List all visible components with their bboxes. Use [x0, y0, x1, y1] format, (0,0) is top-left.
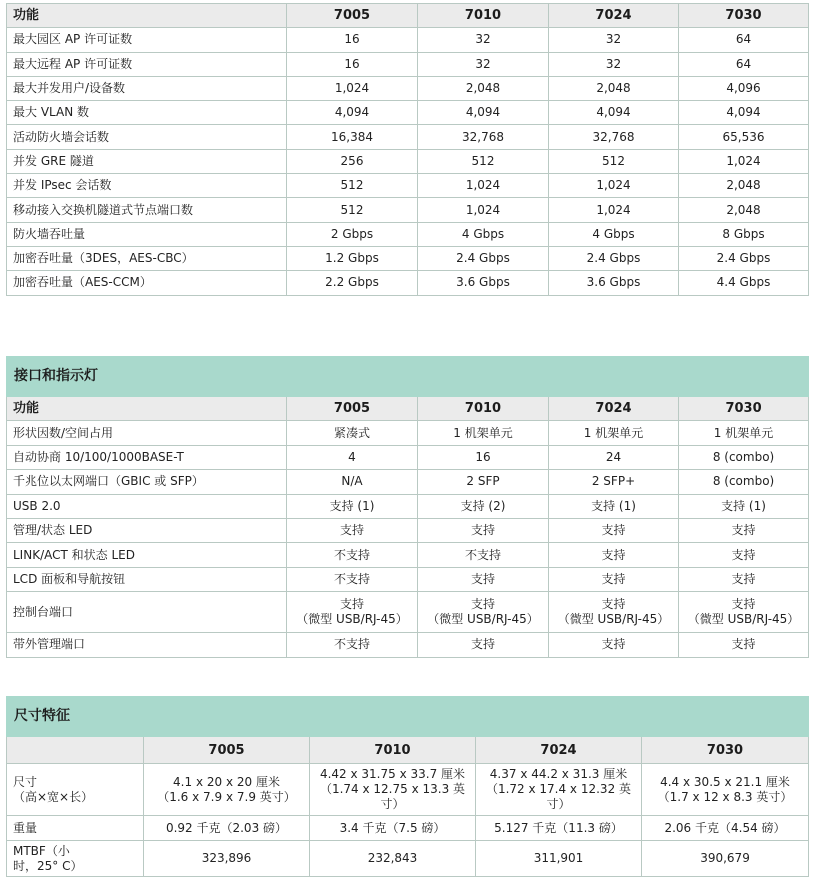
cell-model-7030: 支持 （微型 USB/RJ-45） — [679, 592, 809, 633]
cell-model-7030: 8 (combo) — [679, 445, 809, 469]
header-feature: 功能 — [7, 397, 287, 421]
row-label: 管理/状态 LED — [7, 518, 287, 542]
cell-model-7010: 支持 (2) — [418, 494, 549, 518]
dimensions-section-title — [7, 697, 809, 737]
table-row — [7, 246, 809, 270]
header-feature — [7, 737, 144, 764]
table-row — [7, 592, 809, 633]
cell-model-7010: 1,024 — [418, 174, 549, 198]
cell-model-7005: 1,024 — [287, 76, 418, 100]
cell-model-7024: 4,094 — [549, 101, 679, 125]
cell-model-7024: 1 机架单元 — [549, 421, 679, 445]
table-row — [7, 445, 809, 469]
interfaces-table — [6, 356, 809, 658]
cell-model-7024: 支持 — [549, 543, 679, 567]
row-label: 千兆位以太网端口（GBIC 或 SFP） — [7, 470, 287, 494]
row-label: 加密吞吐量（AES-CCM） — [7, 271, 287, 295]
table-row — [7, 567, 809, 591]
cell-model-7030: 1,024 — [679, 149, 809, 173]
cell-model-7030: 4,094 — [679, 101, 809, 125]
cell-model-7024: 311,901 — [476, 841, 642, 877]
table-row — [7, 816, 809, 841]
cell-model-7005: 支持 （微型 USB/RJ-45） — [287, 592, 418, 633]
cell-model-7005: 4 — [287, 445, 418, 469]
cell-model-7010: 2,048 — [418, 76, 549, 100]
cell-model-7024: 32,768 — [549, 125, 679, 149]
cell-model-7024: 4.37 x 44.2 x 31.3 厘米 （1.72 x 17.4 x 12.32 英 寸） — [476, 764, 642, 816]
cell-model-7010: 2 SFP — [418, 470, 549, 494]
cell-model-7024: 2 SFP+ — [549, 470, 679, 494]
cell-model-7005: 512 — [287, 198, 418, 222]
section-title: 接口和指示灯 — [7, 357, 809, 397]
row-label: 重量 — [7, 816, 144, 841]
interfaces-header-row — [7, 397, 809, 421]
header-model-7030: 7030 — [679, 4, 809, 28]
cell-model-7005: 323,896 — [144, 841, 310, 877]
header-model-7005: 7005 — [144, 737, 310, 764]
cell-model-7010: 支持 — [418, 518, 549, 542]
cell-model-7010: 4 Gbps — [418, 222, 549, 246]
cell-model-7024: 512 — [549, 149, 679, 173]
section-title: 尺寸特征 — [7, 697, 809, 737]
row-label: 最大并发用户/设备数 — [7, 76, 287, 100]
cell-model-7030: 8 Gbps — [679, 222, 809, 246]
cell-model-7024: 支持 — [549, 518, 679, 542]
cell-model-7024: 支持 — [549, 633, 679, 657]
header-model-7010: 7010 — [310, 737, 476, 764]
cell-model-7005: 1.2 Gbps — [287, 246, 418, 270]
cell-model-7010: 512 — [418, 149, 549, 173]
cell-model-7005: 4,094 — [287, 101, 418, 125]
row-label: 形状因数/空间占用 — [7, 421, 287, 445]
cell-model-7010: 4.42 x 31.75 x 33.7 厘米 （1.74 x 12.75 x 13.3 英 寸） — [310, 764, 476, 816]
cell-model-7024: 5.127 千克（11.3 磅） — [476, 816, 642, 841]
row-label: 防火墙吞吐量 — [7, 222, 287, 246]
header-model-7030: 7030 — [642, 737, 809, 764]
cell-model-7030: 390,679 — [642, 841, 809, 877]
header-model-7010: 7010 — [418, 4, 549, 28]
interfaces-section-title — [7, 357, 809, 397]
cell-model-7030: 支持 (1) — [679, 494, 809, 518]
row-label: USB 2.0 — [7, 494, 287, 518]
cell-model-7010: 支持 — [418, 567, 549, 591]
row-label: 并发 IPsec 会话数 — [7, 174, 287, 198]
table-row — [7, 222, 809, 246]
header-model-7005: 7005 — [287, 4, 418, 28]
cell-model-7005: 4.1 x 20 x 20 厘米 （1.6 x 7.9 x 7.9 英寸） — [144, 764, 310, 816]
cell-model-7010: 32 — [418, 28, 549, 52]
table-row — [7, 271, 809, 295]
cell-model-7005: 紧凑式 — [287, 421, 418, 445]
row-label: 最大远程 AP 许可证数 — [7, 52, 287, 76]
row-label: MTBF（小 时，25° C） — [7, 841, 144, 877]
cell-model-7010: 不支持 — [418, 543, 549, 567]
cell-model-7030: 支持 — [679, 633, 809, 657]
cell-model-7010: 1 机架单元 — [418, 421, 549, 445]
cell-model-7005: N/A — [287, 470, 418, 494]
dimensions-table — [6, 696, 809, 877]
table-row — [7, 421, 809, 445]
row-label: 尺寸 （高×宽×长） — [7, 764, 144, 816]
cell-model-7005: 16,384 — [287, 125, 418, 149]
cell-model-7005: 16 — [287, 52, 418, 76]
cell-model-7005: 不支持 — [287, 567, 418, 591]
cell-model-7030: 2,048 — [679, 198, 809, 222]
cell-model-7030: 4.4 Gbps — [679, 271, 809, 295]
cell-model-7010: 232,843 — [310, 841, 476, 877]
header-model-7024: 7024 — [476, 737, 642, 764]
cell-model-7024: 1,024 — [549, 198, 679, 222]
cell-model-7024: 32 — [549, 52, 679, 76]
cell-model-7010: 3.4 千克（7.5 磅） — [310, 816, 476, 841]
performance-table — [6, 3, 809, 296]
cell-model-7005: 2.2 Gbps — [287, 271, 418, 295]
cell-model-7010: 2.4 Gbps — [418, 246, 549, 270]
cell-model-7030: 支持 — [679, 543, 809, 567]
table-row — [7, 28, 809, 52]
cell-model-7024: 32 — [549, 28, 679, 52]
row-label: 并发 GRE 隧道 — [7, 149, 287, 173]
cell-model-7005: 支持 (1) — [287, 494, 418, 518]
table-row — [7, 518, 809, 542]
cell-model-7030: 65,536 — [679, 125, 809, 149]
row-label: 自动协商 10/100/1000BASE-T — [7, 445, 287, 469]
row-label: 最大园区 AP 许可证数 — [7, 28, 287, 52]
row-label: 活动防火墙会话数 — [7, 125, 287, 149]
header-model-7005: 7005 — [287, 397, 418, 421]
table-row — [7, 174, 809, 198]
table-row — [7, 101, 809, 125]
cell-model-7024: 3.6 Gbps — [549, 271, 679, 295]
cell-model-7024: 1,024 — [549, 174, 679, 198]
cell-model-7030: 64 — [679, 52, 809, 76]
table-row — [7, 76, 809, 100]
cell-model-7030: 2.4 Gbps — [679, 246, 809, 270]
row-label: LCD 面板和导航按钮 — [7, 567, 287, 591]
table-row — [7, 764, 809, 816]
cell-model-7024: 24 — [549, 445, 679, 469]
cell-model-7030: 1 机架单元 — [679, 421, 809, 445]
cell-model-7010: 1,024 — [418, 198, 549, 222]
row-label: LINK/ACT 和状态 LED — [7, 543, 287, 567]
header-model-7030: 7030 — [679, 397, 809, 421]
cell-model-7005: 不支持 — [287, 633, 418, 657]
cell-model-7010: 32 — [418, 52, 549, 76]
cell-model-7005: 不支持 — [287, 543, 418, 567]
header-model-7024: 7024 — [549, 397, 679, 421]
cell-model-7024: 4 Gbps — [549, 222, 679, 246]
table-row — [7, 841, 809, 877]
row-label: 加密吞吐量（3DES，AES-CBC） — [7, 246, 287, 270]
cell-model-7024: 支持 (1) — [549, 494, 679, 518]
table-row — [7, 470, 809, 494]
cell-model-7005: 256 — [287, 149, 418, 173]
row-label: 带外管理端口 — [7, 633, 287, 657]
header-model-7024: 7024 — [549, 4, 679, 28]
cell-model-7005: 支持 — [287, 518, 418, 542]
table-row — [7, 149, 809, 173]
row-label: 最大 VLAN 数 — [7, 101, 287, 125]
table-row — [7, 543, 809, 567]
cell-model-7030: 2.06 千克（4.54 磅） — [642, 816, 809, 841]
header-feature: 功能 — [7, 4, 287, 28]
cell-model-7005: 0.92 千克（2.03 磅） — [144, 816, 310, 841]
cell-model-7024: 支持 — [549, 567, 679, 591]
cell-model-7030: 4,096 — [679, 76, 809, 100]
cell-model-7030: 2,048 — [679, 174, 809, 198]
cell-model-7010: 4,094 — [418, 101, 549, 125]
cell-model-7005: 16 — [287, 28, 418, 52]
cell-model-7010: 32,768 — [418, 125, 549, 149]
dimensions-header-row — [7, 737, 809, 764]
table-row — [7, 633, 809, 657]
cell-model-7024: 支持 （微型 USB/RJ-45） — [549, 592, 679, 633]
cell-model-7030: 64 — [679, 28, 809, 52]
cell-model-7030: 4.4 x 30.5 x 21.1 厘米 （1.7 x 12 x 8.3 英寸） — [642, 764, 809, 816]
table-row — [7, 494, 809, 518]
cell-model-7010: 16 — [418, 445, 549, 469]
cell-model-7030: 支持 — [679, 567, 809, 591]
table-row — [7, 198, 809, 222]
table-row — [7, 52, 809, 76]
row-label: 移动接入交换机隧道式节点端口数 — [7, 198, 287, 222]
cell-model-7005: 2 Gbps — [287, 222, 418, 246]
cell-model-7024: 2.4 Gbps — [549, 246, 679, 270]
row-label: 控制台端口 — [7, 592, 287, 633]
table-row — [7, 125, 809, 149]
cell-model-7030: 支持 — [679, 518, 809, 542]
cell-model-7010: 支持 （微型 USB/RJ-45） — [418, 592, 549, 633]
header-model-7010: 7010 — [418, 397, 549, 421]
cell-model-7010: 支持 — [418, 633, 549, 657]
cell-model-7024: 2,048 — [549, 76, 679, 100]
cell-model-7005: 512 — [287, 174, 418, 198]
cell-model-7010: 3.6 Gbps — [418, 271, 549, 295]
performance-header-row — [7, 4, 809, 28]
cell-model-7030: 8 (combo) — [679, 470, 809, 494]
